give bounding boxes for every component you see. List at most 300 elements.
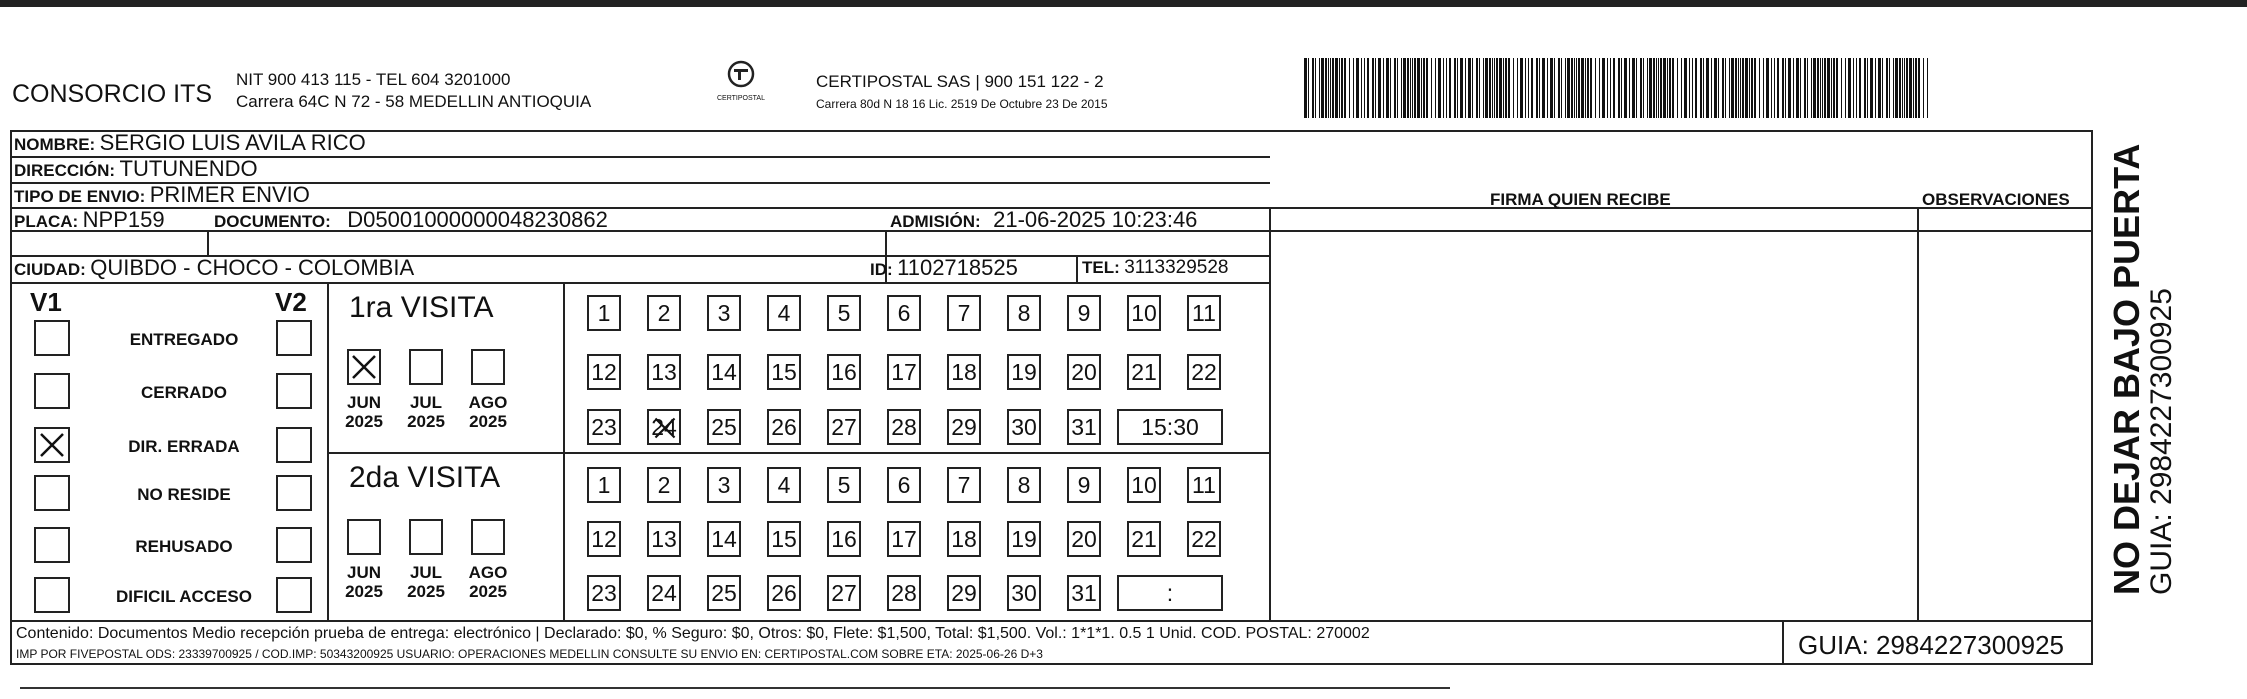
barcode-bar [1742, 58, 1744, 118]
day-box[interactable] [1127, 295, 1161, 331]
v2-checkbox[interactable] [276, 427, 312, 463]
v2-checkbox[interactable] [276, 475, 312, 511]
day-box[interactable] [887, 575, 921, 611]
barcode-bar [1356, 58, 1359, 118]
check-mark-icon [349, 351, 379, 383]
day-number: 11 [1192, 471, 1216, 498]
id-row [870, 255, 1018, 281]
barcode-bar [1833, 58, 1835, 118]
barcode-bar [1927, 58, 1928, 118]
barcode-bar [1731, 58, 1734, 118]
month-name: JUL [409, 393, 443, 412]
documento-row [214, 207, 608, 233]
tipo-value: PRIMER ENVIO [149, 182, 310, 207]
barcode-bar [1913, 58, 1914, 118]
visit-time[interactable]: : [1117, 575, 1223, 611]
day-box[interactable] [1187, 295, 1221, 331]
barcode-bar [1636, 58, 1637, 118]
nombre-row [14, 130, 366, 156]
day-number: 8 [1017, 471, 1031, 498]
barcode-bar [1344, 58, 1346, 118]
nombre-value: SERGIO LUIS AVILA RICO [99, 130, 366, 155]
barcode-bar [1401, 58, 1402, 118]
barcode-bar [1457, 58, 1458, 118]
barcode-bar [1785, 58, 1786, 118]
barcode-bar [1465, 58, 1466, 118]
day-box[interactable] [767, 409, 801, 445]
day-box[interactable] [947, 295, 981, 331]
month-label [463, 563, 513, 601]
month-checkbox[interactable] [409, 519, 443, 555]
direccion-value: TUTUNENDO [119, 156, 258, 181]
day-number: 16 [831, 525, 857, 552]
barcode-bar [1517, 58, 1518, 118]
month-checkbox[interactable] [409, 349, 443, 385]
barcode-bar [1804, 58, 1806, 118]
direccion-label: DIRECCIÓN: [14, 161, 116, 180]
day-number: 26 [771, 579, 797, 606]
barcode-bar [1853, 58, 1854, 118]
day-number: 18 [951, 358, 977, 385]
day-number: 10 [1131, 471, 1157, 498]
day-number: 13 [651, 525, 677, 552]
barcode-bar [1339, 58, 1340, 118]
barcode-bar [1576, 58, 1577, 118]
barcode-bar [1394, 58, 1396, 118]
month-name: AGO [468, 563, 508, 582]
status-label: DIR. ERRADA [128, 437, 240, 456]
month-checkbox[interactable] [471, 349, 505, 385]
day-box[interactable] [647, 409, 681, 445]
visita1-title: 1ra VISITA [349, 291, 494, 324]
barcode-bar [1386, 58, 1389, 118]
company-nit: NIT 900 413 115 - TEL 604 3201000 [236, 70, 511, 89]
barcode-bar [1836, 58, 1838, 118]
barcode-bar [1689, 58, 1690, 118]
day-box[interactable] [1067, 575, 1101, 611]
day-box[interactable] [767, 295, 801, 331]
day-box[interactable] [707, 521, 741, 557]
day-number: 6 [897, 299, 911, 326]
footer-meta: IMP POR FIVEPOSTAL ODS: 23339700925 / COD.IMP: 50343200925 USUARIO: OPERACIONES MEDELLIN CONSULTE SU ENVIO EN: CERTIPOSTAL.COM SOBRE ETA: 2025-06-26 D+3 [16, 647, 1043, 661]
barcode-bar [1423, 58, 1425, 118]
day-number: 22 [1191, 358, 1217, 385]
day-box[interactable] [707, 575, 741, 611]
day-box[interactable] [1007, 521, 1041, 557]
v1-checkbox[interactable] [34, 577, 70, 613]
check-mark-icon [652, 415, 678, 441]
barcode-bar [1918, 58, 1920, 118]
certipostal-logo [706, 60, 776, 110]
barcode-bar [1820, 58, 1821, 118]
row-divider [10, 282, 1270, 284]
day-box[interactable] [1007, 409, 1041, 445]
barcode-bar [1567, 58, 1570, 118]
day-box[interactable] [887, 409, 921, 445]
day-box[interactable] [587, 354, 621, 390]
day-number: 28 [891, 413, 917, 440]
documento-value: D05001000000048230862 [347, 207, 608, 232]
day-box[interactable] [1007, 295, 1041, 331]
day-box[interactable] [947, 409, 981, 445]
barcode-bar [1771, 58, 1772, 118]
barcode-bar [1599, 58, 1600, 118]
day-box[interactable] [647, 575, 681, 611]
day-number: 31 [1071, 413, 1097, 440]
barcode-bar [1640, 58, 1642, 118]
col-divider [1917, 207, 1919, 621]
day-box[interactable] [1067, 467, 1101, 503]
day-box[interactable] [887, 467, 921, 503]
day-box[interactable] [827, 354, 861, 390]
barcode-bar [1811, 58, 1812, 118]
no-dejar-warning: NO DEJAR BAJO PUERTA [2106, 143, 2147, 595]
barcode-bar [1848, 58, 1851, 118]
day-box[interactable] [587, 295, 621, 331]
day-box[interactable] [827, 409, 861, 445]
barcode-bar [1647, 58, 1648, 118]
barcode-bar [1906, 58, 1908, 118]
month-label [339, 393, 389, 431]
barcode-bar [1700, 58, 1702, 118]
company-address: Carrera 64C N 72 - 58 MEDELLIN ANTIOQUIA [236, 92, 592, 111]
barcode-bar [1681, 58, 1682, 118]
visit-time[interactable]: 15:30 [1117, 409, 1223, 445]
day-number: 15 [771, 358, 797, 385]
barcode-bar [1703, 58, 1704, 118]
day-box[interactable] [647, 521, 681, 557]
placa-value: NPP159 [82, 207, 165, 232]
v1-checkbox[interactable] [34, 373, 70, 409]
barcode-bar [1875, 58, 1876, 118]
barcode-bar [1864, 58, 1866, 118]
barcode-bar [1565, 58, 1566, 118]
barcode-bar [1677, 58, 1678, 118]
day-box[interactable] [647, 467, 681, 503]
day-box[interactable] [767, 521, 801, 557]
day-box[interactable] [947, 354, 981, 390]
day-box[interactable] [1067, 354, 1101, 390]
barcode-bar [1585, 58, 1586, 118]
day-box[interactable] [767, 575, 801, 611]
day-box[interactable] [827, 575, 861, 611]
v2-checkbox[interactable] [276, 577, 312, 613]
day-number: 7 [957, 299, 971, 326]
barcode-bar [1554, 58, 1555, 118]
barcode-bar [1431, 58, 1432, 118]
barcode-bar [1483, 58, 1484, 118]
day-box[interactable] [1127, 354, 1161, 390]
day-number: 5 [837, 471, 851, 498]
day-box[interactable] [887, 521, 921, 557]
check-mark-icon [37, 430, 67, 460]
day-box[interactable] [887, 354, 921, 390]
admision-row [890, 207, 1197, 233]
day-box[interactable] [707, 467, 741, 503]
firma-header: FIRMA QUIEN RECIBE [1490, 190, 1671, 209]
v1-label: V1 [30, 287, 62, 317]
day-number: 13 [651, 358, 677, 385]
admision-label: ADMISIÓN: [890, 212, 981, 231]
visita2-title: 2da VISITA [349, 461, 501, 494]
barcode-bar [1672, 58, 1674, 118]
day-box[interactable] [587, 575, 621, 611]
month-checkbox[interactable] [347, 519, 381, 555]
barcode-bar [1403, 58, 1406, 118]
day-box[interactable] [707, 354, 741, 390]
v2-checkbox[interactable] [276, 527, 312, 563]
barcode-bar [1749, 58, 1750, 118]
placa-row [14, 207, 165, 233]
barcode-bar [1845, 58, 1846, 118]
tipo-row [14, 182, 310, 208]
barcode-bar [1899, 58, 1901, 118]
barcode-bar [1383, 58, 1384, 118]
day-number: 29 [951, 579, 977, 606]
barcode-bar [1367, 58, 1369, 118]
day-box[interactable] [707, 409, 741, 445]
day-number: 20 [1071, 358, 1097, 385]
day-number: 27 [831, 579, 857, 606]
barcode-bar [1754, 58, 1756, 118]
barcode-bar [1777, 58, 1779, 118]
day-number: 31 [1071, 579, 1097, 606]
day-number: 3 [717, 471, 731, 498]
day-box[interactable] [827, 467, 861, 503]
barcode-bar [1902, 58, 1903, 118]
barcode-bar [1629, 58, 1630, 118]
ciudad-label: CIUDAD: [14, 260, 86, 279]
barcode-bar [1587, 58, 1589, 118]
day-number: 17 [891, 358, 917, 385]
barcode-bar [1454, 58, 1456, 118]
logo-text: CERTIPOSTAL [717, 95, 765, 102]
day-box[interactable] [1067, 295, 1101, 331]
month-label [401, 393, 451, 431]
barcode-bar [1632, 58, 1635, 118]
tel-label: TEL: [1082, 258, 1120, 277]
day-number: 23 [591, 579, 617, 606]
month-checkbox[interactable] [347, 349, 381, 385]
barcode-bar [1886, 58, 1888, 118]
side-text [2108, 144, 2178, 595]
barcode-bar [1722, 58, 1724, 118]
barcode-bar [1571, 58, 1573, 118]
barcode-bar [1449, 58, 1451, 118]
day-box[interactable] [767, 467, 801, 503]
barcode-bar [1904, 58, 1905, 118]
month-year: 2025 [469, 582, 507, 601]
status-label: CERRADO [141, 383, 227, 402]
v2-checkbox[interactable] [276, 320, 312, 356]
day-number: 20 [1071, 525, 1097, 552]
day-number: 6 [897, 471, 911, 498]
barcode-bar [1496, 58, 1498, 118]
barcode-bar [1479, 58, 1480, 118]
col-divider [1269, 207, 1271, 621]
barcode-bar [1414, 58, 1416, 118]
barcode-bar [1330, 58, 1331, 118]
day-box[interactable] [587, 409, 621, 445]
day-number: 4 [777, 299, 791, 326]
barcode-bar [1397, 58, 1398, 118]
barcode-bar [1349, 58, 1350, 118]
barcode-bar [1822, 58, 1823, 118]
day-box[interactable] [647, 295, 681, 331]
barcode-bar [1513, 58, 1514, 118]
month-checkbox[interactable] [471, 519, 505, 555]
v1-checkbox[interactable] [34, 475, 70, 511]
barcode-bar [1867, 58, 1868, 118]
status-label: DIFICIL ACCESO [115, 587, 252, 606]
barcode-bar [1485, 58, 1488, 118]
barcode-bar [1503, 58, 1504, 118]
id-label: ID: [870, 260, 893, 279]
col-divider [563, 282, 565, 621]
barcode-bar [1574, 58, 1575, 118]
barcode-bar [1745, 58, 1748, 118]
day-box[interactable] [947, 575, 981, 611]
day-box[interactable] [1007, 467, 1041, 503]
barcode-bar [1663, 58, 1666, 118]
barcode-bar [1718, 58, 1719, 118]
month-label [463, 393, 513, 431]
day-box[interactable] [1007, 575, 1041, 611]
day-number: 9 [1077, 471, 1091, 498]
barcode-bar [1435, 58, 1436, 118]
barcode-bar [1624, 58, 1627, 118]
barcode-bar [1472, 58, 1473, 118]
day-number: 25 [711, 579, 737, 606]
barcode-bar [1800, 58, 1801, 118]
day-number: 25 [711, 413, 737, 440]
day-number: 23 [591, 413, 617, 440]
day-box[interactable] [887, 295, 921, 331]
day-box[interactable] [587, 467, 621, 503]
col-divider [327, 282, 329, 621]
barcode-bar [1578, 58, 1580, 118]
nombre-label: NOMBRE: [14, 135, 96, 154]
day-box[interactable] [587, 521, 621, 557]
day-number: 26 [771, 413, 797, 440]
day-number: 1 [597, 471, 611, 498]
barcode-bar [1725, 58, 1726, 118]
day-number: 30 [1011, 413, 1037, 440]
barcode-bar [1607, 58, 1608, 118]
barcode-bar [1759, 58, 1760, 118]
day-box[interactable] [1127, 467, 1161, 503]
barcode-bar [1793, 58, 1794, 118]
day-box[interactable] [827, 295, 861, 331]
barcode-bar [1407, 58, 1409, 118]
day-box[interactable] [1187, 467, 1221, 503]
barcode-bar [1692, 58, 1693, 118]
barcode-bar [1321, 58, 1324, 118]
v2-checkbox[interactable] [276, 373, 312, 409]
day-box[interactable] [1187, 521, 1221, 557]
day-box[interactable] [647, 354, 681, 390]
day-number: 24 [651, 579, 677, 606]
barcode-bar [1332, 58, 1334, 118]
barcode-bar [1653, 58, 1655, 118]
barcode-bar [1878, 58, 1881, 118]
barcode-bar [1915, 58, 1917, 118]
day-box[interactable] [1187, 354, 1221, 390]
barcode-bar [1859, 58, 1861, 118]
barcode-bar [1528, 58, 1529, 118]
barcode-bar [1923, 58, 1924, 118]
day-number: 18 [951, 525, 977, 552]
day-box[interactable] [1067, 521, 1101, 557]
admision-value: 21-06-2025 10:23:46 [993, 207, 1198, 232]
barcode-bar [1417, 58, 1420, 118]
day-number: 14 [711, 525, 737, 552]
barcode-bar [1796, 58, 1799, 118]
month-year: 2025 [469, 412, 507, 431]
barcode-bar [1788, 58, 1791, 118]
month-name: JUN [346, 393, 381, 412]
barcode-bar [1304, 58, 1307, 118]
day-number: 5 [837, 299, 851, 326]
observaciones-header: OBSERVACIONES [1922, 190, 2070, 209]
barcode-bar [1658, 58, 1659, 118]
barcode-bar [1714, 58, 1717, 118]
barcode-bar [1831, 58, 1832, 118]
company-name: CONSORCIO ITS [12, 80, 213, 108]
day-box[interactable] [767, 354, 801, 390]
day-box[interactable] [707, 295, 741, 331]
day-box[interactable] [1007, 354, 1041, 390]
day-box[interactable] [947, 467, 981, 503]
day-number: 27 [831, 413, 857, 440]
status-label: NO RESIDE [137, 485, 231, 504]
barcode-bar [1542, 58, 1545, 118]
barcode-bar [1443, 58, 1444, 118]
barcode-bar [1817, 58, 1819, 118]
barcode-bar [1882, 58, 1883, 118]
day-number: 19 [1011, 358, 1037, 385]
barcode-bar [1895, 58, 1898, 118]
barcode-bar [1561, 58, 1562, 118]
barcode-bar [1308, 58, 1309, 118]
id-value: 1102718525 [897, 255, 1018, 280]
barcode-bar [1649, 58, 1652, 118]
barcode-bar [1547, 58, 1548, 118]
v1-checkbox[interactable] [34, 427, 70, 463]
barcode-bar [1581, 58, 1584, 118]
day-number: 17 [891, 525, 917, 552]
barcode-bar [1841, 58, 1842, 118]
barcode-bar [1893, 58, 1894, 118]
tel-row [1082, 257, 1229, 279]
month-year: 2025 [407, 582, 445, 601]
day-number: 14 [711, 358, 737, 385]
day-box[interactable] [1067, 409, 1101, 445]
barcode-bar [1390, 58, 1391, 118]
v1-checkbox[interactable] [34, 527, 70, 563]
barcode-bar [1684, 58, 1687, 118]
barcode-bar [1590, 58, 1592, 118]
day-box[interactable] [827, 521, 861, 557]
day-number: 29 [951, 413, 977, 440]
barcode-bar [1738, 58, 1739, 118]
v1-checkbox[interactable] [34, 320, 70, 356]
day-number: 15 [771, 525, 797, 552]
barcode-bar [1372, 58, 1374, 118]
day-box[interactable] [1127, 521, 1161, 557]
barcode-bar [1751, 58, 1753, 118]
day-box[interactable] [947, 521, 981, 557]
